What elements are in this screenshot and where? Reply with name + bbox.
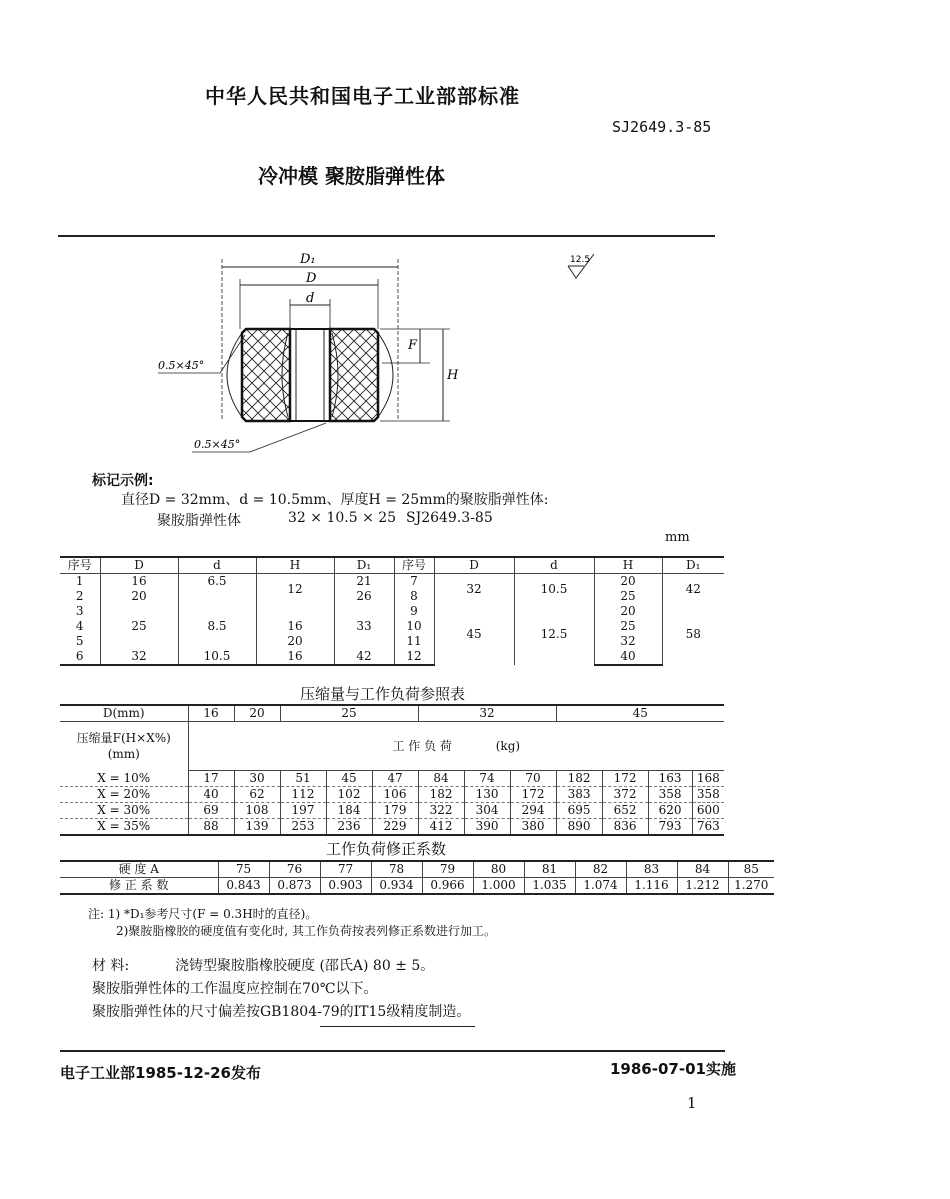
table-cell: 390 (464, 819, 510, 836)
issue-date: 电子工业部1985-12-26发布 (60, 1064, 261, 1082)
header-seq-right: 序号 (394, 557, 434, 574)
header-d-left: D (100, 557, 178, 574)
table-row (60, 819, 724, 836)
marking-name: 聚胺脂弹性体 (157, 513, 241, 529)
hardness-label: 硬 度 A (60, 861, 218, 878)
table-cell: 83 (626, 861, 677, 878)
elastomer-drawing (150, 245, 470, 465)
table-cell: 0.843 (218, 878, 269, 895)
coef-table-title: 工作负荷修正系数 (326, 840, 447, 858)
table-cell: 26 (334, 589, 394, 604)
page-number: 1 (687, 1094, 697, 1112)
table-cell: 0.903 (320, 878, 371, 895)
table-cell: 9 (394, 604, 434, 619)
header-h-right: H (594, 557, 662, 574)
label-d: D (306, 271, 317, 286)
table-cell: 8.5 (178, 604, 256, 649)
table-cell: 172 (510, 787, 556, 803)
table-cell: 102 (326, 787, 372, 803)
kg-label: (kg) (495, 738, 521, 753)
table-cell: 32 (100, 649, 178, 665)
header-seq-left: 序号 (60, 557, 100, 574)
header-h-left: H (256, 557, 334, 574)
table-cell: 2 (60, 589, 100, 604)
table-cell: X = 10% (60, 771, 188, 787)
table-cell: 4 (60, 619, 100, 634)
d-group: 16 (188, 705, 234, 722)
header-d1-left: D₁ (334, 557, 394, 574)
table-cell: 197 (280, 803, 326, 819)
table-cell: 77 (320, 861, 371, 878)
drawing-stroke (378, 333, 393, 417)
table-cell (256, 604, 334, 619)
table-row (60, 771, 724, 787)
table-cell: 620 (648, 803, 692, 819)
table-cell: 33 (334, 604, 394, 649)
table-cell: 600 (692, 803, 724, 819)
table-cell: 6 (60, 649, 100, 665)
table-cell: 12.5 (514, 604, 594, 665)
table-cell: 8 (394, 589, 434, 604)
table-cell: 84 (677, 861, 728, 878)
table-cell: 108 (234, 803, 280, 819)
table-cell: 112 (280, 787, 326, 803)
header-d1-right: D₁ (662, 557, 724, 574)
table-cell (178, 589, 256, 604)
table-cell: 890 (556, 819, 602, 836)
table-row (60, 604, 724, 619)
table-cell: 25 (594, 589, 662, 604)
coef-table (60, 860, 774, 895)
label-chamfer-bottom: 0.5×45° (194, 438, 241, 451)
unit-label: mm (665, 530, 690, 545)
table-cell: 172 (602, 771, 648, 787)
table-cell: 1.035 (524, 878, 575, 895)
note-1: 注: 1) *D₁参考尺寸(F = 0.3H时的直径)。 (88, 907, 318, 921)
table-cell: 62 (234, 787, 280, 803)
roughness-value: 12.5 (570, 255, 591, 265)
table-cell: 69 (188, 803, 234, 819)
table-cell: 20 (100, 589, 178, 604)
table-cell: 12 (394, 649, 434, 665)
table-cell: 139 (234, 819, 280, 836)
table-cell: 17 (188, 771, 234, 787)
table-cell: 70 (510, 771, 556, 787)
left-section (242, 329, 290, 421)
work-load-label: 工 作 负 荷 (392, 738, 452, 753)
compression-label-line-1: 压缩量F(H×X%) (76, 731, 171, 746)
table-cell: 793 (648, 819, 692, 836)
table-row (60, 649, 724, 665)
d-group: 20 (234, 705, 280, 722)
table-cell: 412 (418, 819, 464, 836)
table-cell: 16 (256, 619, 334, 634)
drawing-stroke (250, 423, 326, 452)
table-row (60, 722, 724, 771)
table-cell: 75 (218, 861, 269, 878)
table-cell: 358 (692, 787, 724, 803)
table-cell: 179 (372, 803, 418, 819)
table-cell: 1.270 (728, 878, 774, 895)
compression-label (60, 722, 188, 771)
table-cell: 47 (372, 771, 418, 787)
table-cell: 163 (648, 771, 692, 787)
label-h: H (447, 368, 459, 383)
table-cell: 0.934 (371, 878, 422, 895)
table-row (60, 878, 774, 895)
table-cell: 25 (100, 604, 178, 649)
coef-label: 修 正 系 数 (60, 878, 218, 895)
table-cell: 372 (602, 787, 648, 803)
header-d-right: D (434, 557, 514, 574)
table-cell: 383 (556, 787, 602, 803)
table-cell: 1.000 (473, 878, 524, 895)
table-cell: 229 (372, 819, 418, 836)
label-small-d: d (306, 291, 315, 306)
marking-code: SJ2649.3-85 (406, 510, 493, 526)
marking-size: 32 × 10.5 × 25 (288, 510, 397, 526)
table-cell: 253 (280, 819, 326, 836)
table-cell: 182 (418, 787, 464, 803)
table-cell: 7 (394, 574, 434, 590)
table-cell: 85 (728, 861, 774, 878)
table-cell: 3 (60, 604, 100, 619)
table-cell: 10 (394, 619, 434, 634)
table-cell: 130 (464, 787, 510, 803)
table-cell: 78 (371, 861, 422, 878)
work-load-header (188, 722, 724, 771)
table-cell: 0.966 (422, 878, 473, 895)
drawing-stroke (227, 333, 242, 417)
table-cell: 81 (524, 861, 575, 878)
table-cell: 1.116 (626, 878, 677, 895)
table-cell: 10.5 (514, 574, 594, 605)
table-cell: 76 (269, 861, 320, 878)
table-cell: 58 (662, 604, 724, 665)
table-cell: 304 (464, 803, 510, 819)
table-cell: 51 (280, 771, 326, 787)
header-small-d-right: d (514, 557, 594, 574)
material-label: 材 料: (92, 958, 130, 974)
table-cell: 1 (60, 574, 100, 590)
table-cell: 106 (372, 787, 418, 803)
table-cell: 10.5 (178, 649, 256, 665)
table-cell: 358 (648, 787, 692, 803)
table-cell: 21 (334, 574, 394, 590)
table-cell: 0.873 (269, 878, 320, 895)
d-mm-label: D(mm) (60, 705, 188, 722)
table-cell: 20 (256, 634, 334, 649)
table-cell: 16 (100, 574, 178, 590)
label-d1: D₁ (300, 252, 316, 267)
table-cell: X = 30% (60, 803, 188, 819)
table-cell: 88 (188, 819, 234, 836)
table-cell: 42 (662, 574, 724, 605)
table-row (60, 705, 724, 722)
table-cell: 1.074 (575, 878, 626, 895)
table-cell: 763 (692, 819, 724, 836)
table-row (60, 861, 774, 878)
table-cell: 184 (326, 803, 372, 819)
header-small-d-left: d (178, 557, 256, 574)
effective-date: 1986-07-01实施 (610, 1060, 736, 1078)
table-cell: 380 (510, 819, 556, 836)
table-cell: 236 (326, 819, 372, 836)
table-cell: 45 (434, 604, 514, 665)
load-table-title: 压缩量与工作负荷参照表 (300, 685, 466, 703)
table-cell: 84 (418, 771, 464, 787)
table-cell: 12 (256, 574, 334, 605)
table-cell: 40 (188, 787, 234, 803)
table-cell: 652 (602, 803, 648, 819)
table-row (60, 787, 724, 803)
load-table (60, 704, 724, 836)
marking-line-1: 直径D = 32mm、d = 10.5mm、厚度H = 25mm的聚胺脂弹性体: (121, 492, 549, 508)
table-cell: X = 35% (60, 819, 188, 836)
table-cell: 294 (510, 803, 556, 819)
material-text: 浇铸型聚胺脂橡胶硬度 (邵氏A) 80 ± 5。 (175, 958, 435, 974)
note-2: 2)聚胺脂橡胶的硬度值有变化时, 其工作负荷按表列修正系数进行加工。 (116, 924, 496, 938)
table-cell: 80 (473, 861, 524, 878)
d-group: 32 (418, 705, 556, 722)
marking-heading: 标记示例: (92, 473, 154, 489)
table-row (60, 803, 724, 819)
table-cell: 20 (594, 574, 662, 590)
table-cell: 25 (594, 619, 662, 634)
table-cell: 20 (594, 604, 662, 619)
org-standard-title: 中华人民共和国电子工业部部标准 (205, 84, 520, 108)
table-cell: 30 (234, 771, 280, 787)
table-cell: 836 (602, 819, 648, 836)
standard-code: SJ2649.3-85 (612, 118, 712, 136)
temperature-note: 聚胺脂弹性体的工作温度应控制在70℃以下。 (92, 981, 378, 997)
table-row (60, 574, 724, 590)
right-section (330, 329, 378, 421)
table-cell: 32 (594, 634, 662, 649)
table-cell: 82 (575, 861, 626, 878)
table-cell: 16 (256, 649, 334, 665)
table-cell: 45 (326, 771, 372, 787)
table-cell: 42 (334, 649, 394, 665)
label-f: F (408, 338, 418, 353)
table-cell: 6.5 (178, 574, 256, 590)
table-cell: 32 (434, 574, 514, 605)
table-cell: X = 20% (60, 787, 188, 803)
top-rule (58, 235, 715, 237)
table-row (60, 557, 724, 574)
document-title: 冷冲模 聚胺脂弹性体 (258, 164, 445, 188)
bottom-rule (60, 1050, 725, 1052)
table-cell: 182 (556, 771, 602, 787)
tolerance-note: 聚胺脂弹性体的尺寸偏差按GB1804-79的IT15级精度制造。 (92, 1004, 471, 1020)
roughness-symbol (564, 250, 604, 282)
table-cell: 168 (692, 771, 724, 787)
table-cell: 11 (394, 634, 434, 649)
d-group: 45 (556, 705, 724, 722)
table-cell: 1.212 (677, 878, 728, 895)
table-cell: 40 (594, 649, 662, 665)
d-group: 25 (280, 705, 418, 722)
table-cell: 322 (418, 803, 464, 819)
short-rule (320, 1026, 475, 1027)
table-cell: 79 (422, 861, 473, 878)
dimensions-table (60, 556, 724, 666)
label-chamfer-top: 0.5×45° (158, 359, 205, 372)
table-cell: 74 (464, 771, 510, 787)
table-cell: 5 (60, 634, 100, 649)
compression-label-line-2: (mm) (107, 747, 140, 762)
table-row (60, 589, 724, 604)
table-cell: 695 (556, 803, 602, 819)
